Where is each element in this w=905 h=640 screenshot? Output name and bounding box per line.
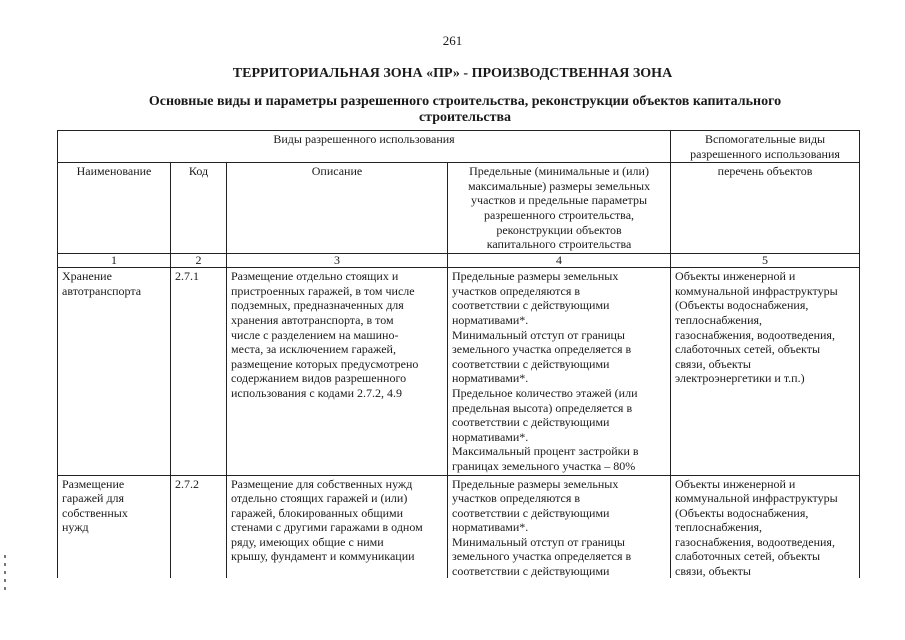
col-number: 4 (448, 254, 671, 268)
subtitle-line: строительства (418, 110, 512, 125)
text-line: Минимальный отступ от границы (452, 327, 625, 342)
text-line: Размещение отдельно стоящих и (231, 269, 399, 284)
text-line: крышу, фундамент и коммуникации (231, 549, 415, 564)
text-line: максимальные) размеры земельных (467, 178, 651, 193)
text-line: Предельное количество этажей (или (452, 385, 638, 400)
row-name (58, 475, 171, 580)
text-line: собственных (62, 505, 128, 520)
text-line: Максимальный процент застройки в (452, 444, 639, 459)
text-line: слаботочных сетей, объекты (675, 342, 821, 357)
zone-title: ТЕРРИТОРИАЛЬНАЯ ЗОНА «ПР» - ПРОИЗВОДСТВЕННАЯ ЗОНА (232, 66, 673, 81)
text-line: Предельные (минимальные и (или) (469, 164, 649, 179)
row-description (227, 475, 448, 580)
text-line: пристроенных гаражей, в том числе (231, 283, 415, 298)
text-line: соответствии с действующими (452, 505, 610, 520)
row-aux (671, 475, 860, 580)
text-line: соответствии с действующими (452, 564, 610, 579)
row-params (448, 268, 671, 475)
text-line: капитального строительства (486, 237, 632, 252)
group-header-main: Виды разрешенного использования (58, 131, 671, 163)
row-description (227, 268, 448, 475)
text-line: содержанием видов разрешенного (231, 371, 407, 386)
row-code: 2.7.1 (171, 268, 227, 475)
text-line: теплоснабжения, (675, 520, 763, 535)
text-line: нормативами*. (452, 371, 529, 386)
text-line: земельного участка определяется в (452, 549, 632, 564)
subtitle-line: Основные виды и параметры разрешенного строительства, реконструкции объектов капитального (148, 94, 782, 109)
row-name (58, 268, 171, 475)
text-line: реконструкции объектов (496, 222, 622, 237)
text-line: Размещение для собственных нужд (231, 476, 413, 491)
text-line: Предельные размеры земельных (452, 269, 619, 284)
group-header-row (58, 131, 860, 163)
text-line: Предельные размеры земельных (452, 476, 619, 491)
text-line: Размещение (62, 476, 125, 491)
row-params (448, 475, 671, 580)
text-line: связи, объекты (675, 356, 751, 371)
text-line: стенами с другими гаражами в одном (231, 520, 423, 535)
text-line: газоснабжения, водоотведения, (675, 327, 835, 342)
text-line: (Объекты водоснабжения, (675, 298, 809, 313)
text-line: отдельно стоящих гаражей и (или) (231, 491, 408, 506)
text-line: земельного участка определяется в (452, 342, 632, 357)
text-line: предельная высота) определяется в (452, 400, 633, 415)
text-line: электроэнергетики и т.п.) (675, 371, 805, 386)
col-number: 1 (58, 254, 171, 268)
text-line: участков определяются в (452, 283, 581, 298)
col-header-name: Наименование (58, 163, 171, 254)
text-line: соответствии с действующими (452, 415, 610, 430)
text-line: использования с кодами 2.7.2, 4.9 (231, 385, 402, 400)
text-line: ряду, имеющих общие с ними (231, 534, 384, 549)
text-line: автотранспорта (62, 283, 142, 298)
text-line: соответствии с действующими (452, 356, 610, 371)
text-line: размещение которых предусмотрено (231, 356, 419, 371)
row-aux (671, 268, 860, 475)
text-line: подземных, предназначенных для (231, 298, 404, 313)
text-line: разрешенного строительства, (484, 207, 635, 222)
text-line: Объекты инженерной и (675, 476, 796, 491)
text-line: Хранение (62, 269, 112, 284)
col-header-aux: перечень объектов (671, 163, 860, 254)
page-number: 261 (442, 33, 463, 48)
column-header-row (58, 163, 860, 254)
text-line: участков и предельные параметры (471, 193, 648, 208)
row-code: 2.7.2 (171, 475, 227, 580)
page-margin (0, 578, 905, 640)
text-line: Объекты инженерной и (675, 269, 796, 284)
text-line: гаражей, блокированных общими (231, 505, 404, 520)
text-line: хранения автотранспорта, в том (231, 312, 394, 327)
text-line: связи, объекты (675, 564, 751, 579)
column-number-row (58, 254, 860, 268)
text-line: теплоснабжения, (675, 312, 763, 327)
binding-marks (4, 555, 6, 595)
col-number: 2 (171, 254, 227, 268)
text-line: Минимальный отступ от границы (452, 534, 625, 549)
table-row (58, 475, 860, 580)
text-line: нормативами*. (452, 520, 529, 535)
group-header-aux-line: разрешенного использования (690, 146, 840, 161)
text-line: границах земельного участка – 80% (452, 458, 636, 473)
text-line: соответствии с действующими (452, 298, 610, 313)
group-header-aux (671, 131, 860, 163)
col-number: 5 (671, 254, 860, 268)
text-line: коммунальной инфраструктуры (675, 491, 838, 506)
text-line: газоснабжения, водоотведения, (675, 534, 835, 549)
text-line: слаботочных сетей, объекты (675, 549, 821, 564)
group-header-aux-line: Вспомогательные виды (704, 132, 826, 146)
text-line: нормативами*. (452, 312, 529, 327)
col-number: 3 (227, 254, 448, 268)
col-header-description: Описание (227, 163, 448, 254)
table-row (58, 268, 860, 475)
text-line: гаражей для (62, 491, 125, 506)
col-header-params (448, 163, 671, 254)
section-subtitle (120, 94, 810, 126)
text-line: участков определяются в (452, 491, 581, 506)
land-use-table (57, 130, 860, 581)
text-line: числе с разделением на машино- (231, 327, 399, 342)
text-line: коммунальной инфраструктуры (675, 283, 838, 298)
text-line: места, за исключением гаражей, (231, 342, 396, 357)
text-line: нужд (62, 520, 89, 535)
text-line: (Объекты водоснабжения, (675, 505, 809, 520)
text-line: нормативами*. (452, 429, 529, 444)
col-header-code: Код (171, 163, 227, 254)
